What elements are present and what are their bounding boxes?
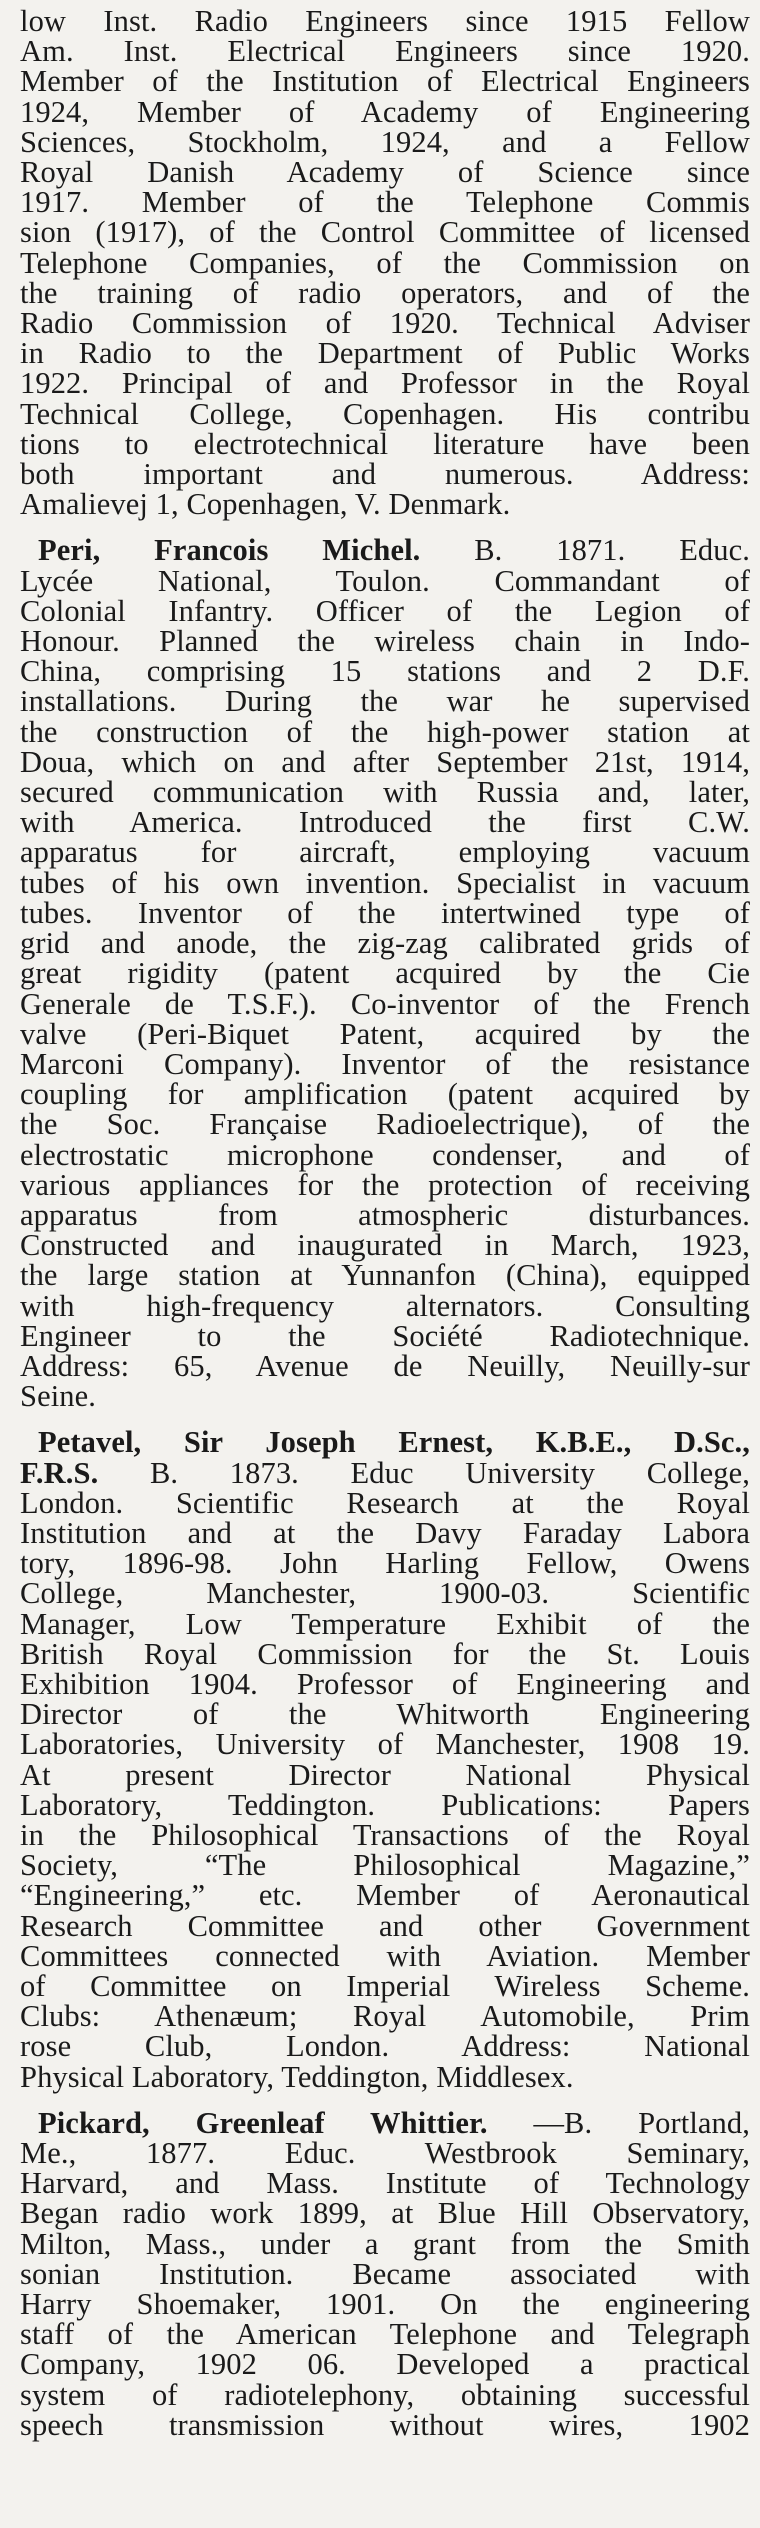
entry-petavel <box>20 1425 750 2094</box>
text-line: tubes. Inventor of the intertwined type of <box>20 895 750 930</box>
text-line: Company, 1902 06. Developed a practical <box>20 2347 750 2382</box>
text-line: secured communication with Russia and, later, <box>20 775 750 810</box>
text-line <box>20 2105 750 2140</box>
entry-heading: Petavel, Sir Joseph Ernest, K.B.E., D.Sc., <box>38 1425 750 1460</box>
text-line: Honour. Planned the wireless chain in Indo- <box>20 624 750 659</box>
text-line: China, comprising 15 stations and 2 D.F. <box>20 654 750 689</box>
text-line: British Royal Commission for the St. Louis <box>20 1636 750 1671</box>
text-line: Harvard, and Mass. Institute of Technology <box>20 2166 750 2201</box>
text-line <box>20 1425 750 1460</box>
text-line: Committees connected with Aviation. Member <box>20 1938 750 1973</box>
text-line: the training of radio operators, and of the <box>20 275 750 310</box>
text-line: At present Director National Physical <box>20 1757 750 1792</box>
text-line: Director of the Whitworth Engineering <box>20 1697 750 1732</box>
text-line: in the Philosophical Transactions of the Royal <box>20 1817 750 1852</box>
text-line: system of radiotelephony, obtaining successful <box>20 2377 750 2412</box>
text-line: Radio Commission of 1920. Technical Adviser <box>20 306 750 341</box>
text-line: of Committee on Imperial Wireless Scheme. <box>20 1969 750 2003</box>
text-line: Constructed and inaugurated in March, 1923, <box>20 1228 750 1263</box>
text-line: Address: 65, Avenue de Neuilly, Neuilly-sur <box>20 1348 750 1383</box>
text-line: both important and numerous. Address: <box>20 457 750 492</box>
text-line: Sciences, Stockholm, 1924, and a Fellow <box>20 124 750 159</box>
text-line: sion (1917), of the Control Committee of licensed <box>20 215 750 250</box>
text-line: in Radio to the Department of Public Works <box>20 336 750 371</box>
text-line: with high-frequency alternators. Consulting <box>20 1288 750 1323</box>
text-line: Technical College, Copenhagen. His contribu <box>20 396 750 431</box>
text-line: low Inst. Radio Engineers since 1915 Fellow <box>20 4 750 38</box>
entry-heading: Peri, Francois Michel. <box>38 533 421 568</box>
text-line: Engineer to the Société Radiotechnique. <box>20 1318 750 1353</box>
text-line: installations. During the war he supervised <box>20 684 750 719</box>
text-line: the Soc. Française Radioelectrique), of the <box>20 1107 750 1142</box>
text-line: Marconi Company). Inventor of the resistance <box>20 1046 750 1081</box>
text-line: Physical Laboratory, Teddington, Middlesex. <box>20 2059 574 2094</box>
text-line: tory, 1896-98. John Harling Fellow, Owens <box>20 1546 750 1581</box>
text-line: great rigidity (patent acquired by the Cie <box>20 956 750 991</box>
text-line: Amalievej 1, Copenhagen, V. Denmark. <box>20 487 511 522</box>
text-line: Laboratory, Teddington. Publications: Papers <box>20 1787 750 1822</box>
text-line: 1924, Member of Academy of Engineering <box>20 94 750 129</box>
text-line <box>20 533 750 568</box>
text-fragment: B. 1873. Educ University College, <box>98 1455 750 1490</box>
text-line: sonian Institution. Became associated with <box>20 2256 750 2291</box>
text-line: Generale de T.S.F.). Co-inventor of the French <box>20 986 750 1021</box>
text-line: Telephone Companies, of the Commission on <box>20 245 750 280</box>
text-line: rose Club, London. Address: National <box>20 2029 750 2064</box>
text-line: tions to electrotechnical literature have been <box>20 426 750 461</box>
entry-heading-continued: F.R.S. <box>20 1455 99 1490</box>
text-line: various appliances for the protection of receiving <box>20 1167 750 1202</box>
text-line: Seine. <box>20 1379 96 1414</box>
text-line: Clubs: Athenæum; Royal Automobile, Prim <box>20 1999 750 2034</box>
text-line: London. Scientific Research at the Royal <box>20 1485 750 1520</box>
text-line: Laboratories, University of Manchester, 1908 19. <box>20 1727 750 1762</box>
text-line: Colonial Infantry. Officer of the Legion of <box>20 593 750 628</box>
text-line: Milton, Mass., under a grant from the Smith <box>20 2226 750 2261</box>
text-line: Am. Inst. Electrical Engineers since 1920. <box>20 34 750 69</box>
text-line: staff of the American Telephone and Telegraph <box>20 2317 750 2352</box>
text-line: tubes of his own invention. Specialist in vacuum <box>20 865 750 900</box>
text-line: College, Manchester, 1900-03. Scientific <box>20 1576 750 1611</box>
text-fragment: B. 1871. Educ. <box>420 533 750 568</box>
text-line: Member of the Institution of Electrical Engineers <box>20 64 750 99</box>
entry-continuation <box>20 4 750 522</box>
text-fragment: —B. Portland, <box>487 2105 750 2140</box>
entry-pickard <box>20 2105 750 2442</box>
text-line <box>20 1455 750 1490</box>
text-line: apparatus for aircraft, employing vacuum <box>20 835 750 870</box>
text-line: Royal Danish Academy of Science since <box>20 155 750 190</box>
text-line: with America. Introduced the first C.W. <box>20 805 750 840</box>
text-line: Harry Shoemaker, 1901. On the engineering <box>20 2287 750 2322</box>
text-line: “Engineering,” etc. Member of Aeronautical <box>20 1878 750 1913</box>
text-line: Institution and at the Davy Faraday Labora <box>20 1515 750 1550</box>
text-line: Lycée National, Toulon. Commandant of <box>20 563 750 598</box>
text-line: Research Committee and other Government <box>20 1908 750 1943</box>
text-line: the construction of the high-power station at <box>20 714 750 749</box>
entry-peri <box>20 533 750 1414</box>
text-line: 1917. Member of the Telephone Commis <box>20 185 750 220</box>
text-line: coupling for amplification (patent acquired by <box>20 1077 750 1112</box>
text-line: Began radio work 1899, at Blue Hill Observatory, <box>20 2196 750 2231</box>
text-line: the large station at Yunnanfon (China), equipped <box>20 1258 750 1293</box>
text-line: electrostatic microphone condenser, and of <box>20 1137 750 1172</box>
text-line: Manager, Low Temperature Exhibit of the <box>20 1606 750 1641</box>
text-line: Exhibition 1904. Professor of Engineering and <box>20 1666 750 1701</box>
text-line: Me., 1877. Educ. Westbrook Seminary, <box>20 2136 750 2171</box>
text-line: Society, “The Philosophical Magazine,” <box>20 1848 750 1883</box>
entry-heading: Pickard, Greenleaf Whittier. <box>38 2105 488 2140</box>
text-line: grid and anode, the zig-zag calibrated grids of <box>20 926 750 961</box>
text-line: apparatus from atmospheric disturbances. <box>20 1197 750 1232</box>
text-line: Doua, which on and after September 21st, 1914, <box>20 744 750 779</box>
text-line: valve (Peri-Biquet Patent, acquired by the <box>20 1016 750 1051</box>
text-line: speech transmission without wires, 1902 <box>20 2407 750 2442</box>
text-line: 1922. Principal of and Professor in the Royal <box>20 366 750 401</box>
